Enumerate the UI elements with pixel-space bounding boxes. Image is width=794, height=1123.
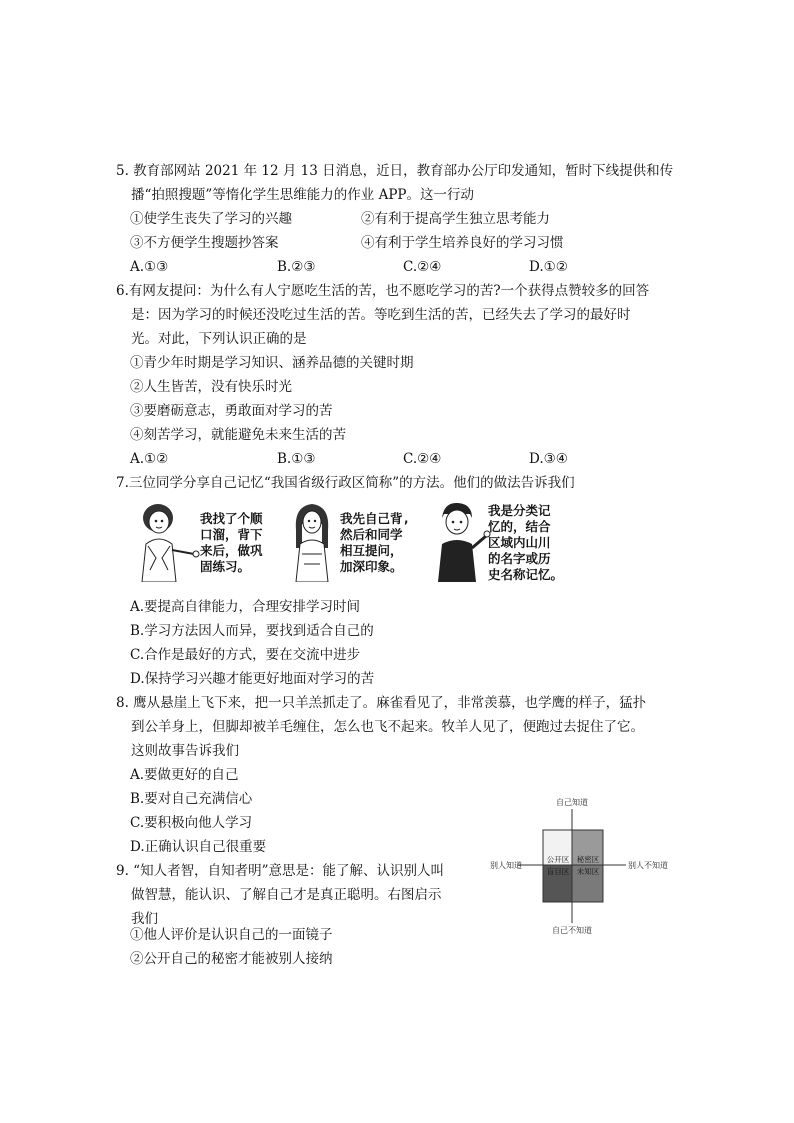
speech-bubble-2: 我先自己背, 然后和同学 相互提问， 加深印象。: [340, 511, 411, 574]
q6-item-3: ③要磨砺意志，勇敢面对学习的苦: [130, 403, 333, 419]
q6-item-4: ④刻苦学习，就能避免未来生活的苦: [130, 427, 346, 443]
blind-area-label: 盲目区: [546, 867, 570, 876]
axis-label-others-unknown: 别人不知道: [628, 861, 668, 870]
q5-item-4: ④有利于学生培养良好的学习习惯: [361, 235, 564, 251]
q6-stem-line1: 6.有网友提问：为什么有人宁愿吃生活的苦，也不愿吃学习的苦?一个获得点赞较多的回答: [116, 283, 650, 299]
q6-stem-line3: 光。对此，下列认识正确的是: [131, 331, 307, 347]
unknown-area-label: 未知区: [576, 867, 600, 876]
student-illustration-2: [288, 500, 338, 582]
axis-label-self-known: 自己知道: [556, 798, 588, 807]
q9-stem-line2: 做智慧，能认识、了解自己才是真正聪明。右图启示: [131, 887, 442, 903]
open-area-label: 公开区: [546, 855, 570, 864]
q5-option-c[interactable]: C.②④: [403, 259, 442, 275]
q5-option-a[interactable]: A.①③: [130, 259, 169, 275]
q8-option-b[interactable]: B.要对自己充满信心: [130, 791, 253, 807]
q5-item-3: ③不方便学生搜题抄答案: [130, 235, 279, 251]
q6-item-2: ②人生皆苦，没有快乐时光: [130, 379, 292, 395]
q8-stem-line2: 到公羊身上，但脚却被羊毛缠住，怎么也飞不起来。牧羊人见了，便跑过去捉住了它。: [131, 719, 644, 735]
q8-stem-line1: 8. 鹰从悬崖上飞下来，把一只羊羔抓走了。麻雀看见了，非常羡慕，也学鹰的样子，猛扑: [116, 695, 647, 711]
axis-label-self-unknown: 自己不知道: [552, 926, 592, 935]
speech-bubble-3: 我是分类记 忆的，结合 区域内山川 的名字或历 史名称记忆。: [488, 503, 564, 582]
q5-option-d[interactable]: D.①②: [529, 259, 568, 275]
johari-window-diagram: [488, 795, 668, 935]
student-illustration-1: [132, 500, 202, 582]
q7-option-a[interactable]: A.要提高自律能力，合理安排学习时间: [130, 599, 361, 615]
q8-option-c[interactable]: C.要积极向他人学习: [130, 815, 253, 831]
q6-option-c[interactable]: C.②④: [403, 451, 442, 467]
q9-stem-line3: 我们: [131, 911, 158, 927]
q8-option-d[interactable]: D.正确认识自己很重要: [130, 839, 267, 855]
q8-stem-line3: 这则故事告诉我们: [131, 743, 239, 759]
q6-option-d[interactable]: D.③④: [529, 451, 568, 467]
q7-option-b[interactable]: B.学习方法因人而异，要找到适合自己的: [130, 623, 374, 639]
q6-option-a[interactable]: A.①②: [130, 451, 169, 467]
q5-stem-line1: 5. 教育部网站 2021 年 12 月 13 日消息，近日，教育部办公厅印发通知，暂时下线提供和传: [116, 163, 674, 179]
q7-stem: 7.三位同学分享自己记忆“我国省级行政区简称”的方法。他们的做法告诉我们: [116, 475, 575, 491]
q8-option-a[interactable]: A.要做更好的自己: [130, 767, 239, 783]
q5-option-b[interactable]: B.②③: [277, 259, 316, 275]
q6-stem-line2: 是：因为学习的时候还没吃过生活的苦。等吃到生活的苦，已经失去了学习的最好时: [131, 307, 631, 323]
q5-item-1: ①使学生丧失了学习的兴趣: [130, 211, 292, 227]
student-illustration-3: [432, 500, 492, 582]
q7-option-d[interactable]: D.保持学习兴趣才能更好地面对学习的苦: [130, 671, 375, 687]
q9-item-2: ②公开自己的秘密才能被别人接纳: [130, 951, 333, 967]
q6-item-1: ①青少年时期是学习知识、涵养品德的关键时期: [130, 355, 414, 371]
q5-stem-line2: 播“拍照搜题”等惰化学生思维能力的作业 APP。这一行动: [131, 187, 475, 203]
speech-bubble-1: 我找了个顺 口溜，背下 来后，做巩 固练习。: [200, 511, 263, 574]
q6-option-b[interactable]: B.①③: [277, 451, 316, 467]
axis-label-others-known: 别人知道: [490, 861, 522, 870]
q5-item-2: ②有利于提高学生独立思考能力: [361, 211, 550, 227]
q9-item-1: ①他人评价是认识自己的一面镜子: [130, 927, 333, 943]
q9-stem-line1: 9. “知人者智，自知者明”意思是：能了解、认识别人叫: [116, 863, 444, 879]
q7-option-c[interactable]: C.合作是最好的方式，要在交流中进步: [130, 647, 361, 663]
secret-area-label: 秘密区: [576, 855, 600, 864]
